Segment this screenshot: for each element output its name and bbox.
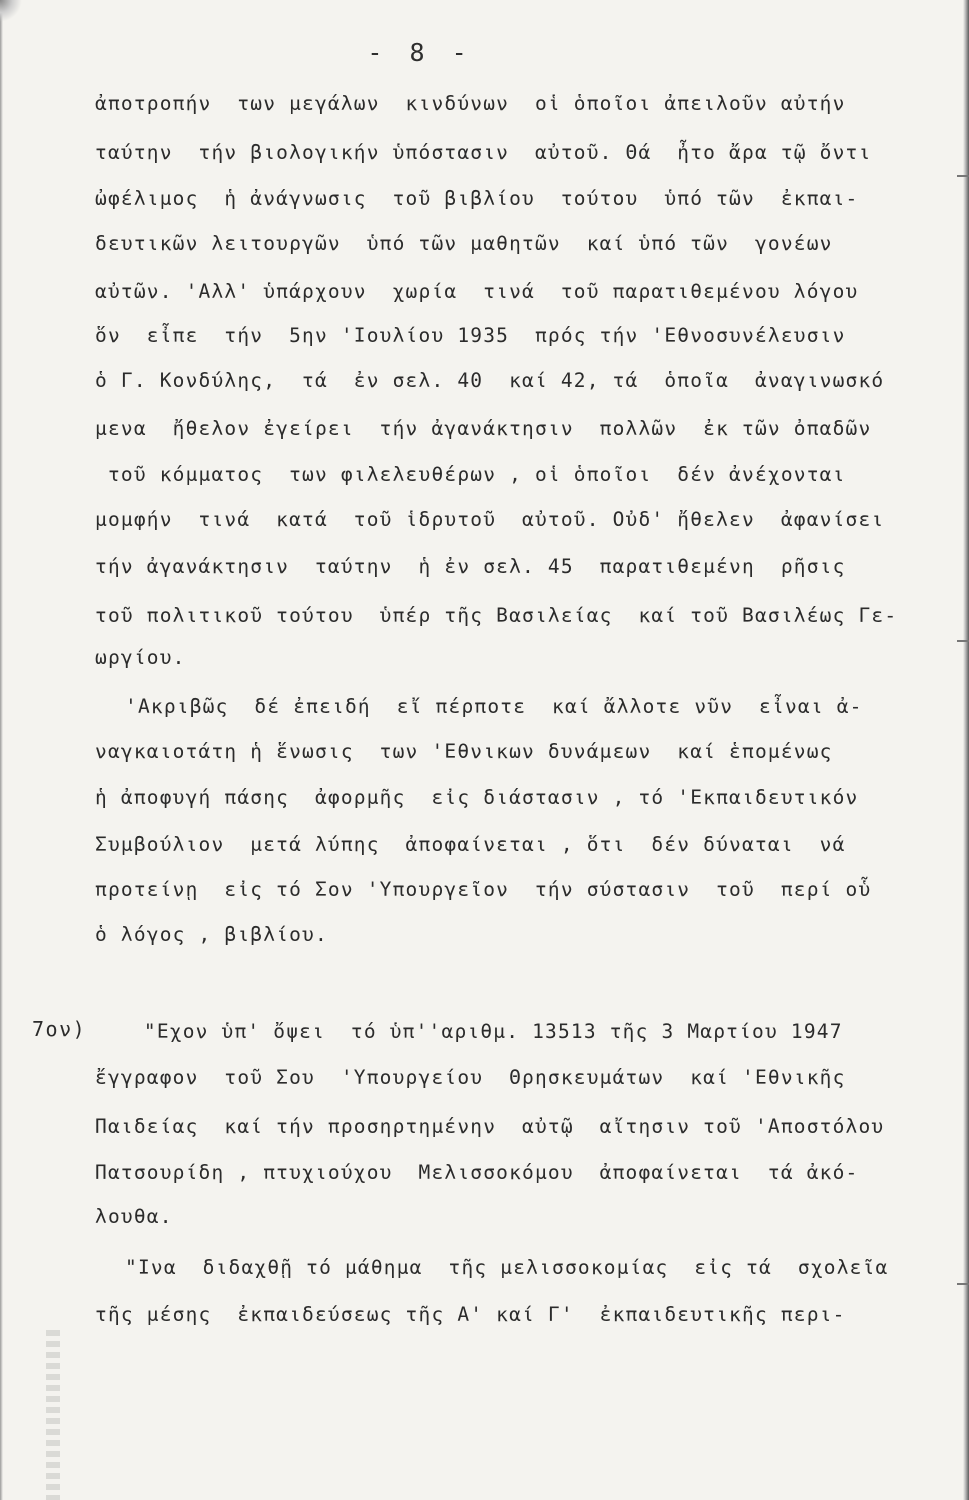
- paragraph-1-line: αὐτῶν. 'Αλλ' ὑπάρχουν χωρία τινά τοῦ παρατιθεμένου λόγου: [95, 280, 859, 303]
- paragraph-1-line: μομφήν τινά κατά τοῦ ἱδρυτοῦ αὐτοῦ. Οὐδ' ἤθελεν ἀφανίσει: [95, 508, 885, 531]
- paragraph-1-line: ἀποτροπήν των μεγάλων κινδύνων οἱ ὁποῖοι ἀπειλοῦν αὐτήν: [95, 92, 846, 115]
- margin-tick: [957, 175, 969, 177]
- paragraph-3-line: λουθα.: [95, 1205, 173, 1228]
- section-number: 7ον): [32, 1017, 87, 1041]
- paragraph-2-line: ὁ λόγος , βιβλίου.: [95, 923, 328, 946]
- paragraph-1-line: τοῦ πολιτικοῦ τούτου ὑπέρ τῆς Βασιλείας καί τοῦ Βασιλέως Γε-: [95, 604, 898, 627]
- paragraph-1-line: ταύτην τήν βιολογικήν ὑπόστασιν αὐτοῦ. Θά ἦτο ἄρα τῷ ὄντι: [95, 141, 872, 164]
- paragraph-2-line: προτείνῃ εἰς τό Σον 'Υπουργεῖον τήν σύστασιν τοῦ περί οὗ: [95, 878, 872, 901]
- paragraph-3-line: "Εχον ὑπ' ὄψει τό ὑπ''αριθμ. 13513 τῆς 3 Μαρτίου 1947: [118, 1020, 843, 1043]
- paragraph-1-line: ωργίου.: [95, 646, 186, 669]
- page-number: - 8 -: [367, 38, 473, 67]
- paragraph-4-line: τῆς μέσης ἐκπαιδεύσεως τῆς Α' καί Γ' ἐκπαιδευτικῆς περι-: [95, 1303, 846, 1326]
- paragraph-1-line: τήν ἀγανάκτησιν ταύτην ἡ ἐν σελ. 45 παρατιθεμένη ρῆσις: [95, 555, 846, 578]
- paragraph-1-line: δευτικῶν λειτουργῶν ὑπό τῶν μαθητῶν καί ὑπό τῶν γονέων: [95, 232, 833, 255]
- paragraph-2-line: Συμβούλιον μετά λύπης ἀποφαίνεται , ὅτι δέν δύναται νά: [95, 833, 846, 856]
- scan-edge-right: [963, 0, 969, 1500]
- paragraph-1-line: ὁ Γ. Κονδύλης, τά ἐν σελ. 40 καί 42, τά ὁποῖα ἀναγινωσκό: [95, 369, 885, 392]
- paragraph-4-line: "Ινα διδαχθῇ τό μάθημα τῆς μελισσοκομίας εἰς τά σχολεῖα: [125, 1256, 889, 1279]
- binding-stamp: [42, 1330, 64, 1500]
- paragraph-1-line: μενα ἤθελον ἐγείρει τήν ἀγανάκτησιν πολλῶν ἐκ τῶν ὀπαδῶν: [95, 417, 872, 440]
- paragraph-3-line: Πατσουρίδη , πτυχιούχου Μελισσοκόμου ἀποφαίνεται τά ἀκό-: [95, 1161, 859, 1184]
- paragraph-2-line: ἡ ἀποφυγή πάσης ἀφορμῆς εἰς διάστασιν , τό 'Εκπαιδευτικόν: [95, 786, 859, 809]
- paragraph-3-line: ἔγγραφον τοῦ Σου 'Υπουργείου Θρησκευμάτων καί 'Εθνικῆς: [95, 1066, 846, 1089]
- paragraph-2-line: 'Ακριβῶς δέ ἐπειδή εἴ πέρποτε καί ἄλλοτε νῦν εἶναι ἀ-: [125, 695, 863, 718]
- margin-tick: [957, 1283, 969, 1285]
- paragraph-3-line: Παιδείας καί τήν προσηρτημένην αὐτῷ αἴτησιν τοῦ 'Αποστόλου: [95, 1115, 885, 1138]
- paragraph-2-line: ναγκαιοτάτη ἡ ἕνωσις των 'Εθνικων δυνάμεων καί ἑπομένως: [95, 740, 833, 763]
- scan-corner-mark: [0, 0, 22, 22]
- paragraph-1-line: ὅν εἶπε τήν 5ην 'Ιουλίου 1935 πρός τήν 'Εθνοσυνέλευσιν: [95, 324, 846, 347]
- paragraph-1-line: ὠφέλιμος ἡ ἀνάγνωσις τοῦ βιβλίου τούτου ὑπό τῶν ἐκπαι-: [95, 187, 859, 210]
- paragraph-1-line: τοῦ κόμματος των φιλελευθέρων , οἱ ὁποῖοι δέν ἀνέχονται: [95, 463, 846, 486]
- margin-tick: [957, 640, 969, 642]
- scan-edge-left: [0, 0, 3, 1500]
